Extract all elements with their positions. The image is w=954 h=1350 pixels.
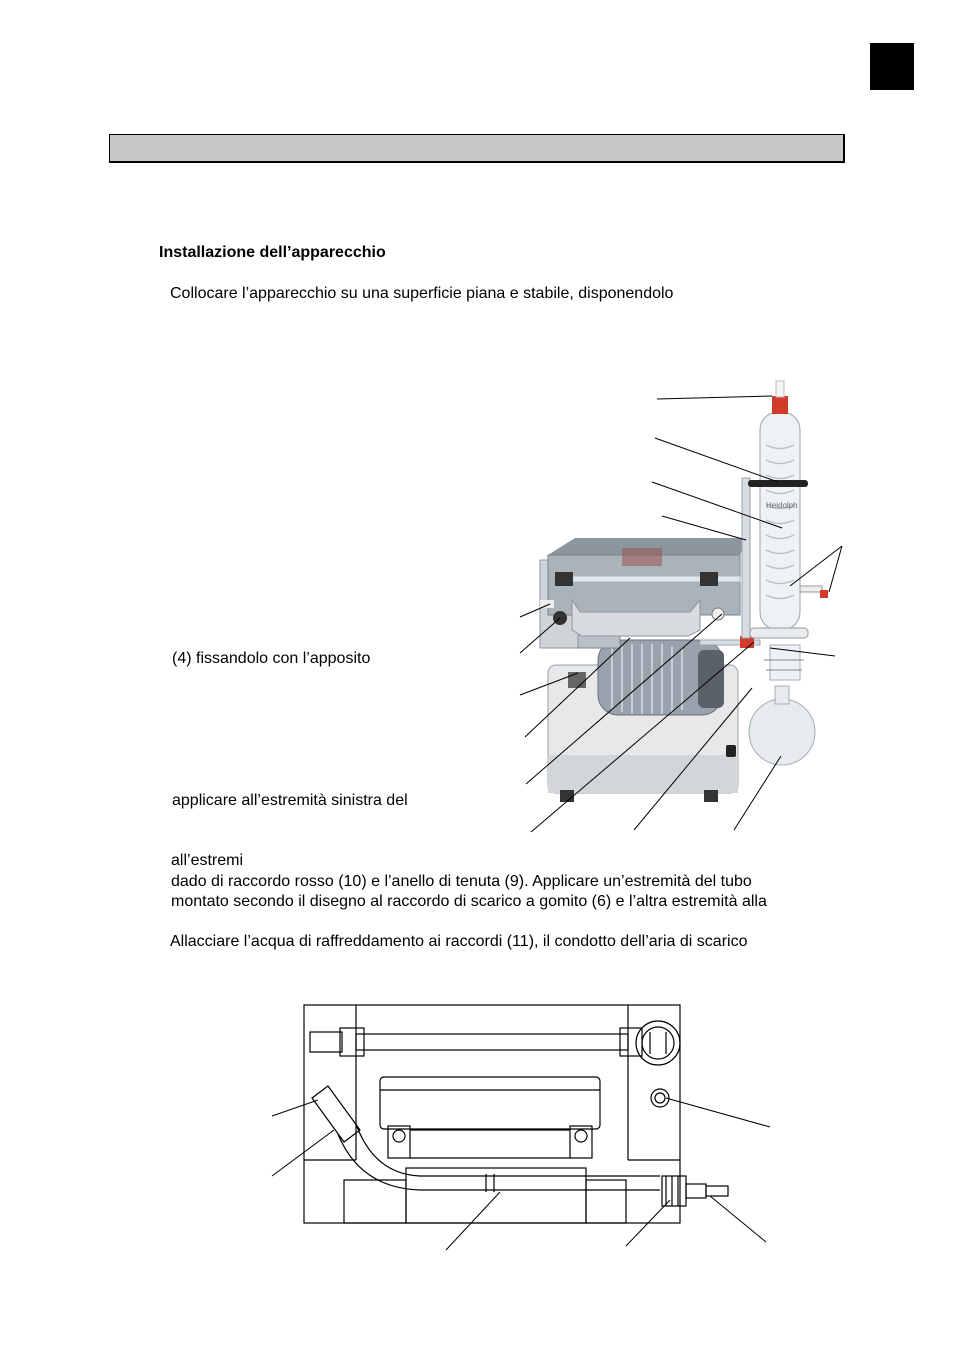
paragraph-line-3: applicare all’estremità sinistra del (172, 792, 408, 809)
section-heading: Installazione dell’apparecchio (159, 244, 386, 261)
drawing-callout-lines (272, 1098, 770, 1250)
paragraph-line-5: dado di raccordo rosso (10) e l’anello di tenuta (9). Applicare un’estremità del tubo (171, 873, 752, 890)
paragraph-line-7: Allacciare l’acqua di raffreddamento ai raccordi (11), il condotto dell’aria di scarico (170, 933, 748, 950)
paragraph-line-4: all’estremi (171, 852, 244, 869)
paragraph-line-6: montato secondo il disegno al raccordo di scarico a gomito (6) e l’altra estremità alla (171, 893, 767, 910)
paragraph-line-1: Collocare l’apparecchio su una superficie piana e stabile, disponendolo (170, 285, 674, 302)
brand-label: Heidolph (766, 501, 798, 510)
paragraph-line-2: (4) fissandolo con l’apposito (172, 650, 371, 667)
